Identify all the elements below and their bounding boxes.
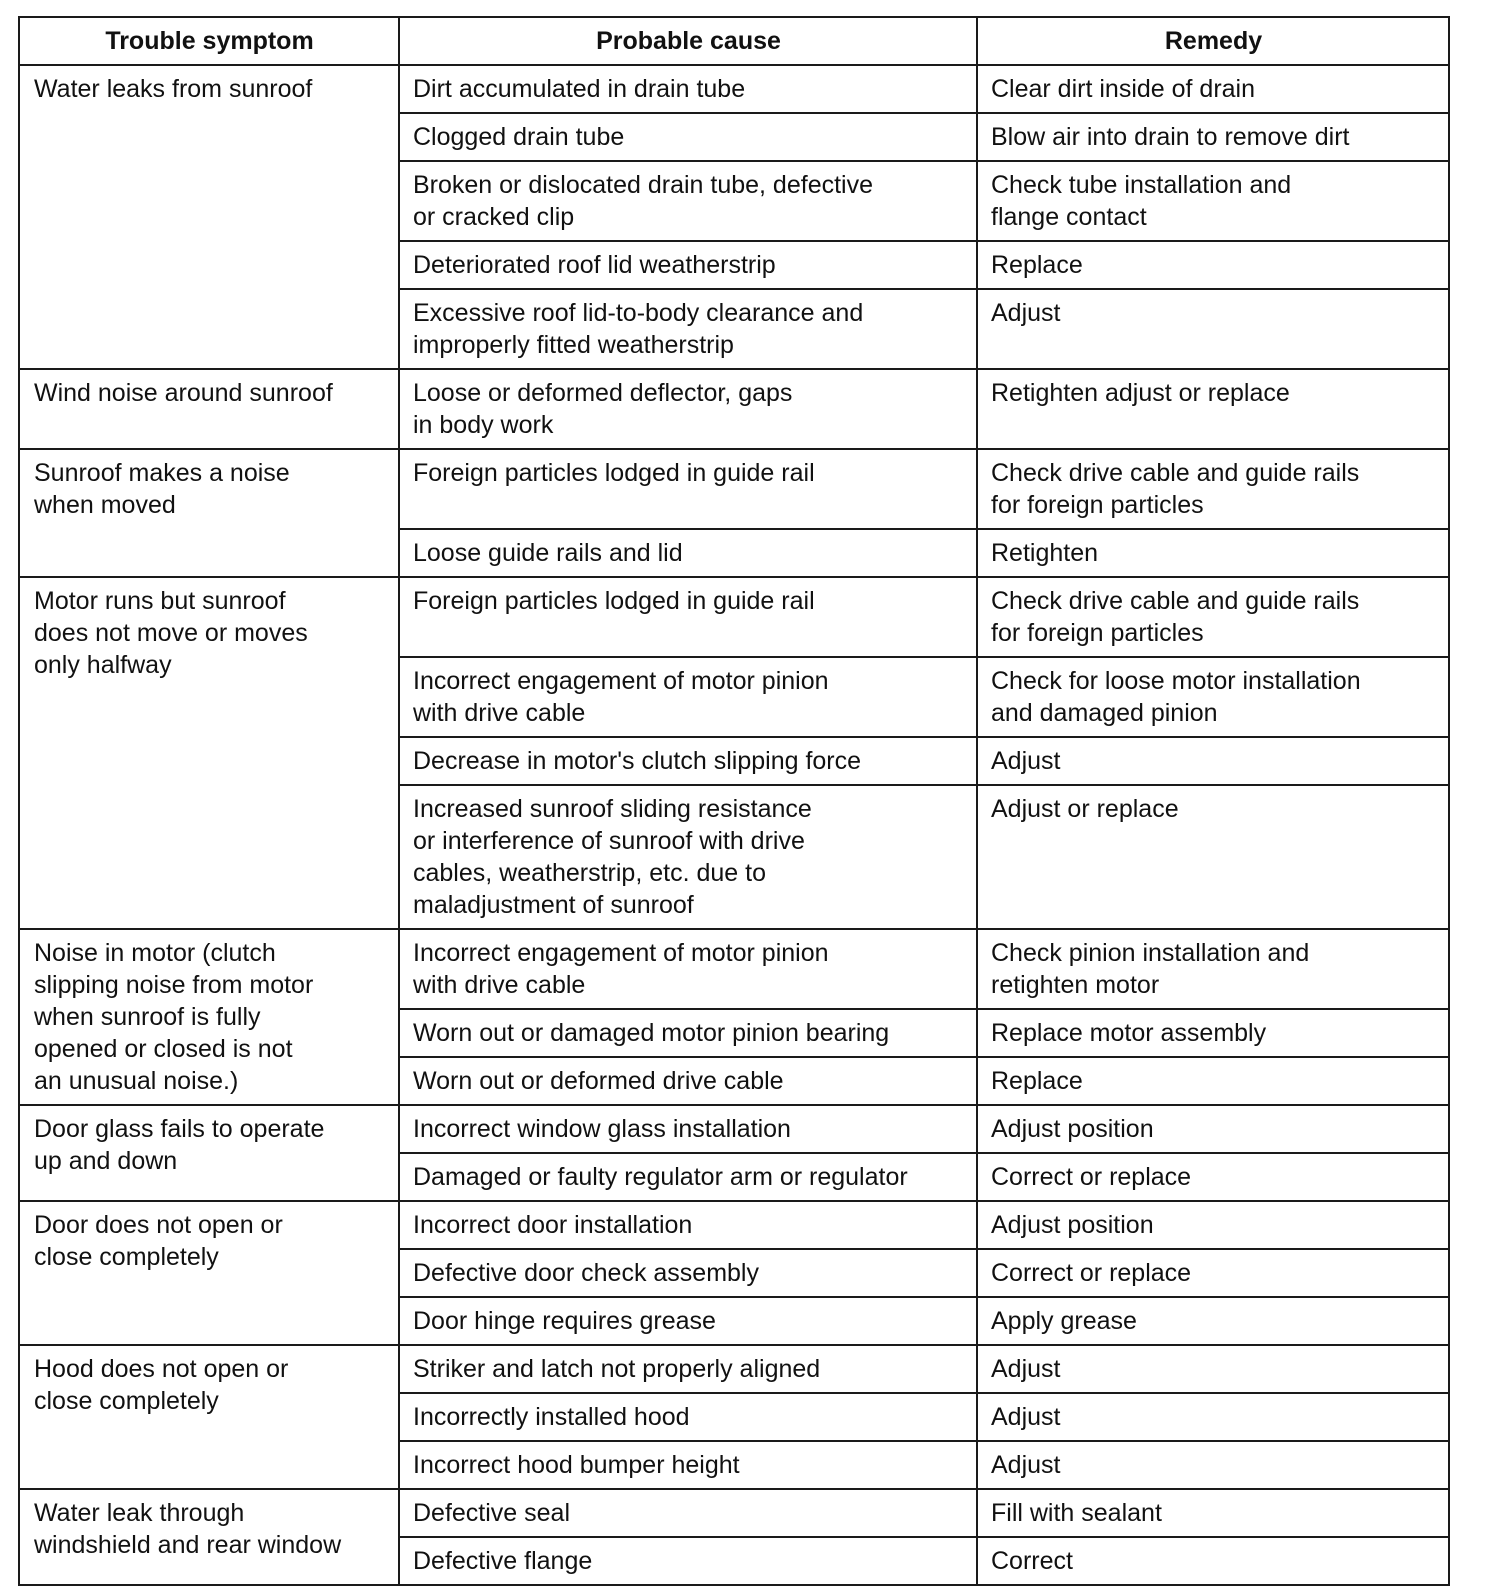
probable-cause-cell: Damaged or faulty regulator arm or regulator: [399, 1153, 977, 1201]
remedy-cell: Blow air into drain to remove dirt: [977, 113, 1449, 161]
probable-cause-cell: Incorrect window glass installation: [399, 1105, 977, 1153]
table-row: [19, 369, 1449, 449]
trouble-symptom-cell: Noise in motor (clutch slipping noise from motor when sunroof is fully opened or closed is not an unusual noise.): [19, 929, 399, 1105]
trouble-symptom-cell: Water leaks from sunroof: [19, 65, 399, 369]
probable-cause-cell: Increased sunroof sliding resistance or interference of sunroof with drive cables, weatherstrip, etc. due to maladjustment of sunroof: [399, 785, 977, 929]
remedy-cell: Adjust position: [977, 1201, 1449, 1249]
trouble-symptom-cell: Door does not open or close completely: [19, 1201, 399, 1345]
probable-cause-cell: Incorrect engagement of motor pinion with drive cable: [399, 657, 977, 737]
remedy-cell: Adjust: [977, 737, 1449, 785]
probable-cause-cell: Broken or dislocated drain tube, defective or cracked clip: [399, 161, 977, 241]
remedy-cell: Apply grease: [977, 1297, 1449, 1345]
remedy-cell: Check pinion installation and retighten motor: [977, 929, 1449, 1009]
probable-cause-cell: Striker and latch not properly aligned: [399, 1345, 977, 1393]
table-row: [19, 65, 1449, 113]
header-probable-cause: Probable cause: [399, 17, 977, 65]
table-row: [19, 1201, 1449, 1249]
table-row: [19, 577, 1449, 657]
probable-cause-cell: Foreign particles lodged in guide rail: [399, 449, 977, 529]
probable-cause-cell: Incorrect hood bumper height: [399, 1441, 977, 1489]
probable-cause-cell: Defective door check assembly: [399, 1249, 977, 1297]
trouble-symptom-cell: Sunroof makes a noise when moved: [19, 449, 399, 577]
remedy-cell: Adjust or replace: [977, 785, 1449, 929]
remedy-cell: Fill with sealant: [977, 1489, 1449, 1537]
probable-cause-cell: Door hinge requires grease: [399, 1297, 977, 1345]
remedy-cell: Adjust: [977, 1393, 1449, 1441]
trouble-symptom-cell: Wind noise around sunroof: [19, 369, 399, 449]
probable-cause-cell: Deteriorated roof lid weatherstrip: [399, 241, 977, 289]
troubleshooting-table: [18, 16, 1450, 1586]
remedy-cell: Replace: [977, 241, 1449, 289]
table-row: [19, 1105, 1449, 1153]
header-remedy: Remedy: [977, 17, 1449, 65]
probable-cause-cell: Worn out or deformed drive cable: [399, 1057, 977, 1105]
trouble-symptom-cell: Door glass fails to operate up and down: [19, 1105, 399, 1201]
remedy-cell: Replace: [977, 1057, 1449, 1105]
probable-cause-cell: Foreign particles lodged in guide rail: [399, 577, 977, 657]
remedy-cell: Adjust: [977, 1345, 1449, 1393]
probable-cause-cell: Loose or deformed deflector, gaps in body work: [399, 369, 977, 449]
probable-cause-cell: Dirt accumulated in drain tube: [399, 65, 977, 113]
probable-cause-cell: Worn out or damaged motor pinion bearing: [399, 1009, 977, 1057]
probable-cause-cell: Defective flange: [399, 1537, 977, 1585]
probable-cause-cell: Excessive roof lid-to-body clearance and improperly fitted weatherstrip: [399, 289, 977, 369]
header-row: [19, 17, 1449, 65]
table-row: [19, 1345, 1449, 1393]
probable-cause-cell: Incorrect engagement of motor pinion with drive cable: [399, 929, 977, 1009]
probable-cause-cell: Loose guide rails and lid: [399, 529, 977, 577]
table-row: [19, 1489, 1449, 1537]
remedy-cell: Correct or replace: [977, 1153, 1449, 1201]
remedy-cell: Clear dirt inside of drain: [977, 65, 1449, 113]
table-row: [19, 449, 1449, 529]
probable-cause-cell: Decrease in motor's clutch slipping force: [399, 737, 977, 785]
table-body: [19, 65, 1449, 1585]
table-header: [19, 17, 1449, 65]
remedy-cell: Adjust: [977, 1441, 1449, 1489]
probable-cause-cell: Incorrect door installation: [399, 1201, 977, 1249]
probable-cause-cell: Incorrectly installed hood: [399, 1393, 977, 1441]
trouble-symptom-cell: Motor runs but sunroof does not move or moves only halfway: [19, 577, 399, 929]
remedy-cell: Check for loose motor installation and damaged pinion: [977, 657, 1449, 737]
remedy-cell: Adjust position: [977, 1105, 1449, 1153]
remedy-cell: Check drive cable and guide rails for foreign particles: [977, 449, 1449, 529]
remedy-cell: Replace motor assembly: [977, 1009, 1449, 1057]
remedy-cell: Check drive cable and guide rails for foreign particles: [977, 577, 1449, 657]
remedy-cell: Check tube installation and flange contact: [977, 161, 1449, 241]
table-row: [19, 929, 1449, 1009]
remedy-cell: Correct or replace: [977, 1249, 1449, 1297]
probable-cause-cell: Defective seal: [399, 1489, 977, 1537]
probable-cause-cell: Clogged drain tube: [399, 113, 977, 161]
header-trouble-symptom: Trouble symptom: [19, 17, 399, 65]
trouble-symptom-cell: Hood does not open or close completely: [19, 1345, 399, 1489]
remedy-cell: Retighten adjust or replace: [977, 369, 1449, 449]
trouble-symptom-cell: Water leak through windshield and rear window: [19, 1489, 399, 1585]
remedy-cell: Retighten: [977, 529, 1449, 577]
remedy-cell: Correct: [977, 1537, 1449, 1585]
remedy-cell: Adjust: [977, 289, 1449, 369]
